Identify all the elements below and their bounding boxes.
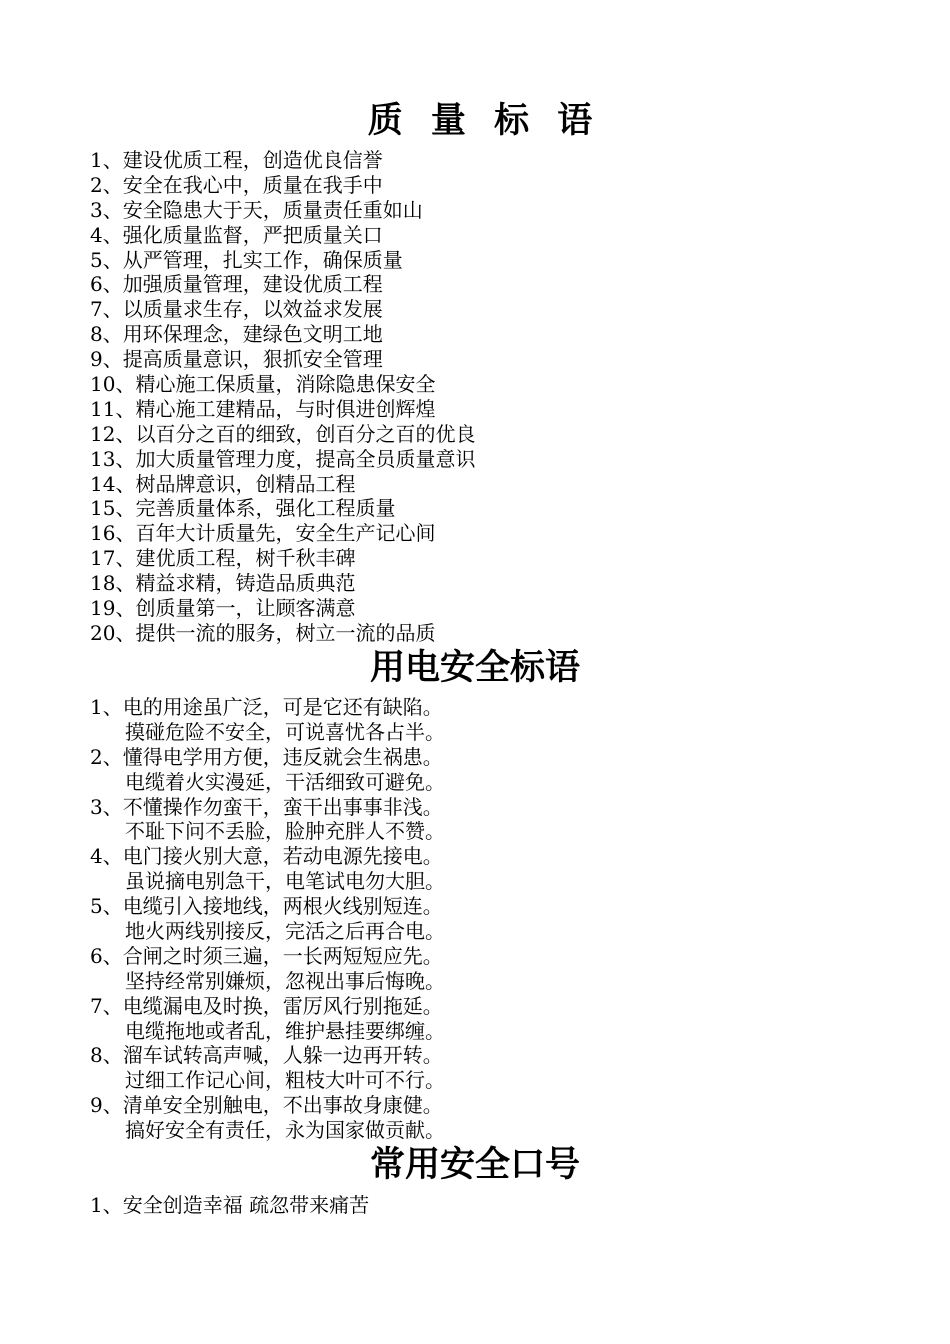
list-item: 8、用环保理念，建绿色文明工地 (90, 322, 383, 347)
section-title-safety-slogans: 常用安全口号 (369, 1144, 580, 1185)
quality-slogans-list (90, 148, 475, 646)
list-item: 8、溜车试转高声喊，人躲一边再开转。 (90, 1043, 443, 1068)
list-item: 6、合闸之时须三遍，一长两短短应先。 (90, 943, 443, 968)
list-item: 5、电缆引入接地线，两根火线别短连。 (90, 894, 443, 919)
list-item-continuation: 坚持经常别嫌烦，忽视出事后悔晚。 (125, 968, 445, 993)
list-item: 1、建设优质工程，创造优良信誉 (90, 148, 383, 172)
section-title-quality-slogans: 质 量 标 语 (367, 100, 601, 141)
list-item: 17、建优质工程，树千秋丰碑 (90, 546, 356, 571)
list-item: 2、懂得电学用方便，违反就会生祸患。 (90, 744, 443, 769)
list-item: 7、电缆漏电及时换，雷厉风行别拖延。 (90, 993, 443, 1018)
list-item: 1、安全创造幸福 疏忽带来痛苦 (90, 1193, 370, 1217)
list-item: 4、电门接火别大意，若动电源先接电。 (90, 844, 443, 869)
section-title-electrical-safety: 用电安全标语 (369, 647, 580, 688)
list-item: 12、以百分之百的细致，创百分之百的优良 (90, 421, 476, 446)
list-item-continuation: 不耻下问不丢脸，脸肿充胖人不赞。 (125, 819, 445, 844)
safety-slogans-list (90, 1193, 369, 1218)
list-item: 5、从严管理，扎实工作，确保质量 (90, 247, 403, 272)
list-item: 14、树品牌意识，创精品工程 (90, 471, 356, 496)
list-item: 6、加强质量管理，建设优质工程 (90, 272, 383, 297)
list-item: 16、百年大计质量先，安全生产记心间 (90, 521, 436, 546)
list-item: 20、提供一流的服务，树立一流的品质 (90, 620, 436, 645)
list-item-continuation: 电缆拖地或者乱，维护悬挂要绑缠。 (125, 1018, 445, 1043)
list-item: 4、强化质量监督，严把质量关口 (90, 222, 383, 247)
list-item: 18、精益求精，铸造品质典范 (90, 571, 356, 596)
list-item: 3、安全隐患大于天，质量责任重如山 (90, 197, 423, 222)
list-item: 9、清单安全别触电，不出事故身康健。 (90, 1093, 443, 1118)
list-item-continuation: 地火两线别接反，完活之后再合电。 (125, 919, 445, 944)
list-item: 11、精心施工建精品，与时俱进创辉煌 (90, 396, 436, 421)
list-item: 19、创质量第一，让顾客满意 (90, 596, 356, 621)
list-item-continuation: 搞好安全有责任，永为国家做贡献。 (125, 1118, 445, 1143)
list-item: 13、加大质量管理力度，提高全员质量意识 (90, 446, 476, 471)
list-item: 7、以质量求生存，以效益求发展 (90, 297, 383, 322)
list-item: 9、提高质量意识，狠抓安全管理 (90, 347, 383, 372)
list-item-continuation: 虽说摘电别急干，电笔试电勿大胆。 (125, 869, 445, 894)
list-item: 2、安全在我心中，质量在我手中 (90, 172, 383, 197)
list-item: 10、精心施工保质量，消除隐患保安全 (90, 372, 436, 397)
list-item: 3、不懂操作勿蛮干，蛮干出事事非浅。 (90, 794, 443, 819)
list-item: 1、电的用途虽广泛，可是它还有缺陷。 (90, 695, 443, 719)
list-item-continuation: 过细工作记心间，粗枝大叶可不行。 (125, 1068, 445, 1093)
electrical-safety-list (90, 695, 445, 1143)
list-item: 15、完善质量体系，强化工程质量 (90, 496, 396, 521)
list-item-continuation: 摸碰危险不安全，可说喜忧各占半。 (125, 719, 445, 744)
list-item-continuation: 电缆着火实漫延，干活细致可避免。 (125, 769, 445, 794)
